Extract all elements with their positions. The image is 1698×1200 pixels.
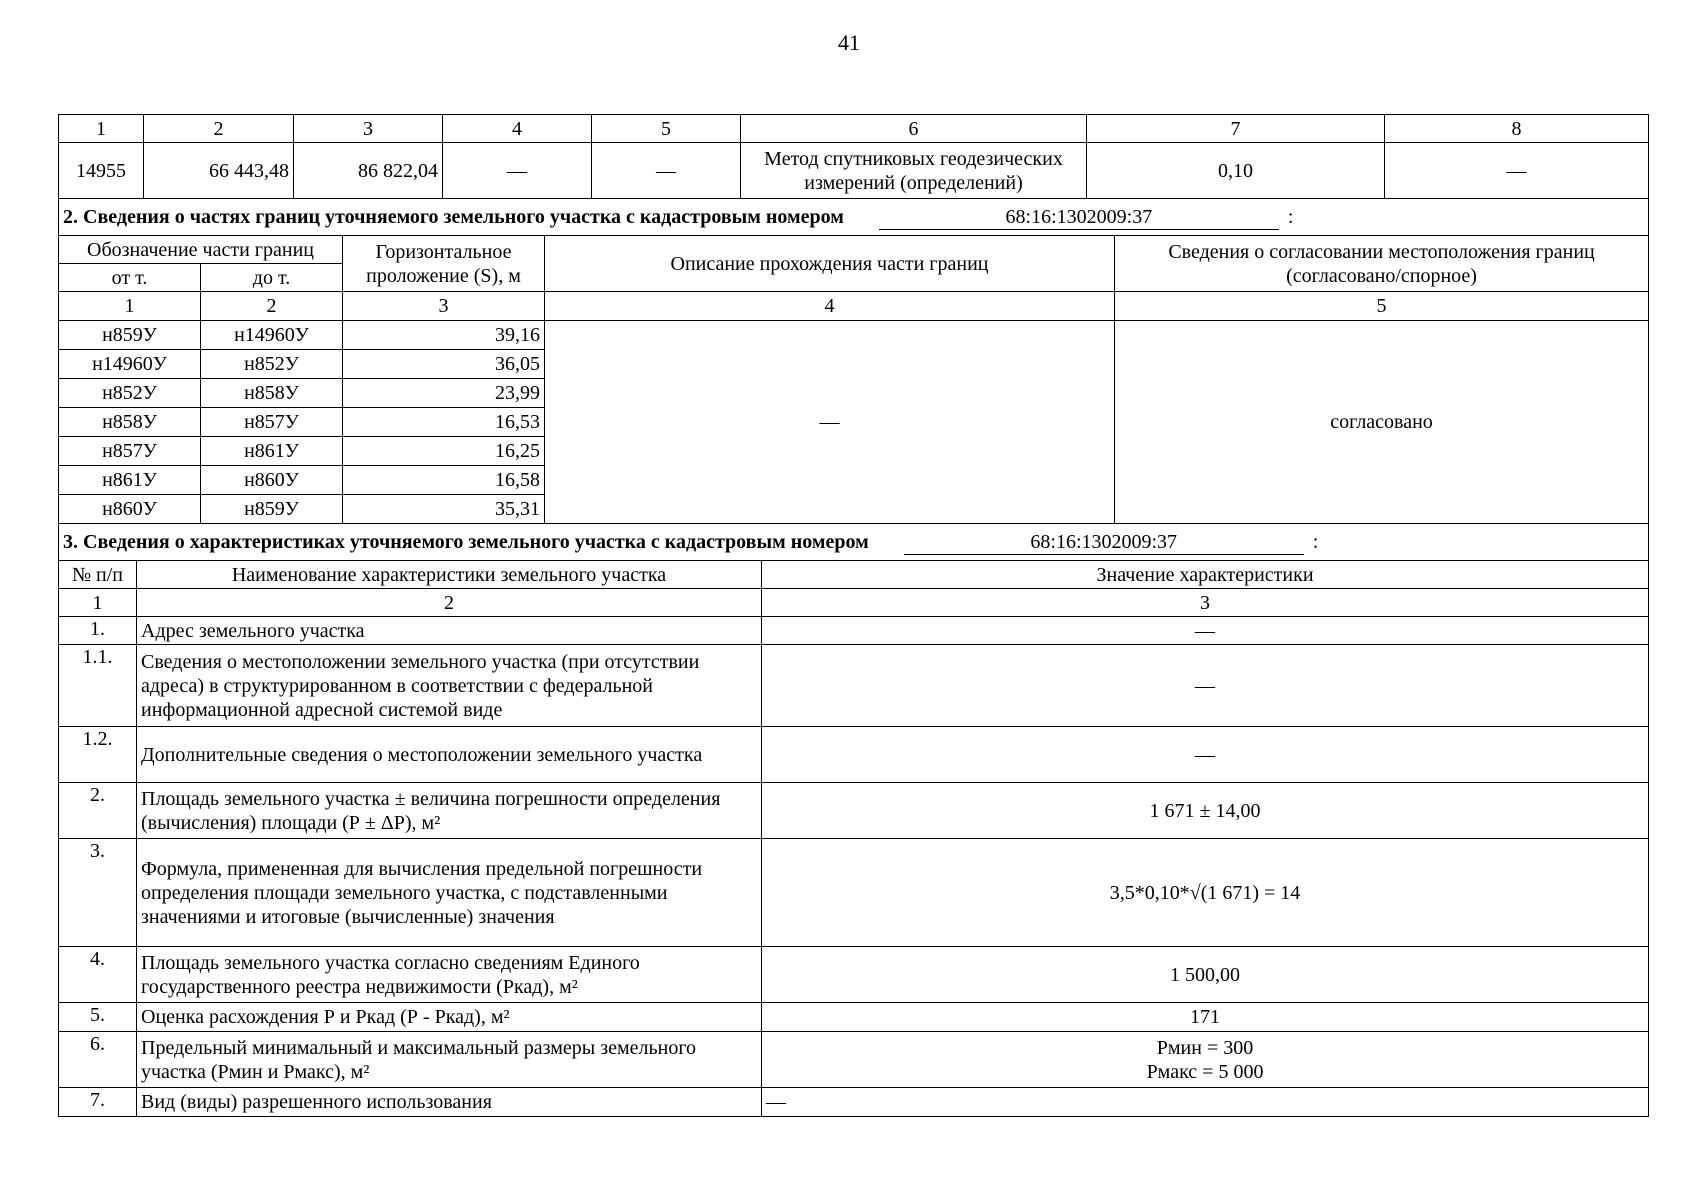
header-from-point: от т. xyxy=(59,264,201,292)
section-2-table xyxy=(58,199,1649,524)
header-description: Описание прохождения части границ xyxy=(545,236,1115,292)
header-number: № п/п xyxy=(59,561,137,589)
horizontal-length: 16,25 xyxy=(343,437,545,466)
col-number: 3 xyxy=(762,589,1649,617)
row-number: 6. xyxy=(59,1032,137,1088)
from-point: н859У xyxy=(59,321,201,350)
from-point: н857У xyxy=(59,437,201,466)
characteristic-name: Площадь земельного участка согласно сведениям Единого государственного реестра недвижимости (Ркад), м² xyxy=(137,947,762,1003)
col-number: 4 xyxy=(545,292,1115,321)
table-row xyxy=(59,1032,1649,1088)
section-2-title-text: 2. Сведения о частях границ уточняемого земельного участка с кадастровым номером xyxy=(63,205,844,228)
header-part-of-border: Обозначение части границ xyxy=(59,236,343,264)
characteristic-value: 1 500,00 xyxy=(762,947,1649,1003)
from-point: н852У xyxy=(59,379,201,408)
col-number: 2 xyxy=(137,589,762,617)
point-number: 14955 xyxy=(59,143,144,199)
header-horizontal-length: Горизонтальное проложение (S), м xyxy=(343,236,545,292)
col-number: 7 xyxy=(1087,115,1385,143)
to-point: н859У xyxy=(201,495,343,524)
section-2-header-row xyxy=(59,236,1649,264)
section-2-colon: : xyxy=(1287,205,1294,228)
section-3-table xyxy=(58,524,1649,1117)
section-3-header-row xyxy=(59,561,1649,589)
row-number: 5. xyxy=(59,1003,137,1032)
table-row xyxy=(59,727,1649,783)
col-number: 1 xyxy=(59,115,144,143)
col-number: 5 xyxy=(592,115,741,143)
section-2-title-row xyxy=(59,199,1649,236)
header-to-point: до т. xyxy=(201,264,343,292)
table-row xyxy=(59,1088,1649,1117)
cell-dash: — xyxy=(592,143,741,199)
characteristic-name: Вид (виды) разрешенного использования xyxy=(137,1088,762,1117)
section-2-cadastral-number: 68:16:1302009:37 xyxy=(879,205,1279,230)
col-number: 3 xyxy=(343,292,545,321)
cell-dash: — xyxy=(443,143,592,199)
table-row xyxy=(59,839,1649,947)
row-number: 7. xyxy=(59,1088,137,1117)
agreement-value: согласовано xyxy=(1115,321,1649,524)
horizontal-length: 35,31 xyxy=(343,495,545,524)
table-row xyxy=(59,1003,1649,1032)
row-number: 1.2. xyxy=(59,727,137,783)
from-point: н860У xyxy=(59,495,201,524)
characteristic-value: 171 xyxy=(762,1003,1649,1032)
characteristic-name: Адрес земельного участка xyxy=(137,617,762,645)
from-point: н861У xyxy=(59,466,201,495)
description-value: — xyxy=(545,321,1115,524)
max-size-value: Рмакс = 5 000 xyxy=(1146,1060,1264,1083)
section-3-title-row xyxy=(59,524,1649,561)
characteristic-name: Сведения о местоположении земельного участка (при отсутствии адреса) в структурированном в соответствии с федеральной информационной адресной системой виде xyxy=(137,645,762,727)
section-3-title xyxy=(59,524,1649,561)
to-point: н861У xyxy=(201,437,343,466)
row-number: 3. xyxy=(59,839,137,947)
row-number: 1.1. xyxy=(59,645,137,727)
table-row xyxy=(59,947,1649,1003)
to-point: н14960У xyxy=(201,321,343,350)
characteristic-value: — xyxy=(762,727,1649,783)
section-3-col-numbers xyxy=(59,589,1649,617)
row-number: 4. xyxy=(59,947,137,1003)
col-number: 3 xyxy=(294,115,443,143)
characteristic-value: — xyxy=(762,645,1649,727)
document-sheet xyxy=(58,114,1648,1117)
characteristic-value: — xyxy=(762,1088,1649,1117)
row-number: 1. xyxy=(59,617,137,645)
horizontal-length: 16,53 xyxy=(343,408,545,437)
accuracy-cell: 0,10 xyxy=(1087,143,1385,199)
horizontal-length: 23,99 xyxy=(343,379,545,408)
horizontal-length: 36,05 xyxy=(343,350,545,379)
characteristic-value: 3,5*0,10*√(1 671) = 14 xyxy=(762,839,1649,947)
row-number: 2. xyxy=(59,783,137,839)
characteristic-value: — xyxy=(762,617,1649,645)
coord-y: 86 822,04 xyxy=(294,143,443,199)
col-number: 2 xyxy=(201,292,343,321)
to-point: н857У xyxy=(201,408,343,437)
section-2-col-numbers xyxy=(59,292,1649,321)
col-number: 2 xyxy=(144,115,294,143)
cell-dash: — xyxy=(1385,143,1649,199)
min-size-value: Рмин = 300 xyxy=(1156,1036,1254,1059)
header-characteristic-value: Значение характеристики xyxy=(762,561,1649,589)
characteristic-name: Дополнительные сведения о местоположении земельного участка xyxy=(137,727,762,783)
to-point: н852У xyxy=(201,350,343,379)
to-point: н860У xyxy=(201,466,343,495)
table-row xyxy=(59,617,1649,645)
table-row xyxy=(59,645,1649,727)
header-agreement: Сведения о согласовании местоположения границ (согласовано/спорное) xyxy=(1115,236,1649,292)
section-3-cadastral-number: 68:16:1302009:37 xyxy=(904,530,1304,555)
col-number: 6 xyxy=(741,115,1087,143)
to-point: н858У xyxy=(201,379,343,408)
col-number: 8 xyxy=(1385,115,1649,143)
characteristic-value: 1 671 ± 14,00 xyxy=(762,783,1649,839)
page-number: 41 xyxy=(838,30,860,55)
characteristic-value xyxy=(762,1032,1649,1088)
header-characteristic-name: Наименование характеристики земельного участка xyxy=(137,561,762,589)
characteristic-name: Площадь земельного участка ± величина погрешности определения (вычисления) площади (Р ± ΔР), м² xyxy=(137,783,762,839)
characteristic-name: Формула, примененная для вычисления предельной погрешности определения площади земельного участка, с подставленными значениями и итоговые (вычисленные) значения xyxy=(137,839,762,947)
from-point: н14960У xyxy=(59,350,201,379)
column-number-row xyxy=(59,115,1649,143)
horizontal-length: 39,16 xyxy=(343,321,545,350)
characteristic-name: Предельный минимальный и максимальный размеры земельного участка (Рмин и Рмакс), м² xyxy=(137,1032,762,1088)
table-row xyxy=(59,321,1649,350)
section-3-title-text: 3. Сведения о характеристиках уточняемого земельного участка с кадастровым номером xyxy=(63,530,869,553)
col-number: 4 xyxy=(443,115,592,143)
col-number: 5 xyxy=(1115,292,1649,321)
coord-x: 66 443,48 xyxy=(144,143,294,199)
table-row xyxy=(59,783,1649,839)
section-2-title xyxy=(59,199,1649,236)
coordinates-table xyxy=(58,114,1649,199)
from-point: н858У xyxy=(59,408,201,437)
section-3-colon: : xyxy=(1312,530,1319,553)
table-row xyxy=(59,143,1649,199)
horizontal-length: 16,58 xyxy=(343,466,545,495)
col-number: 1 xyxy=(59,292,201,321)
col-number: 1 xyxy=(59,589,137,617)
characteristic-name: Оценка расхождения Р и Ркад (Р - Ркад), м² xyxy=(137,1003,762,1032)
method-cell: Метод спутниковых геодезических измерений (определений) xyxy=(741,143,1087,199)
